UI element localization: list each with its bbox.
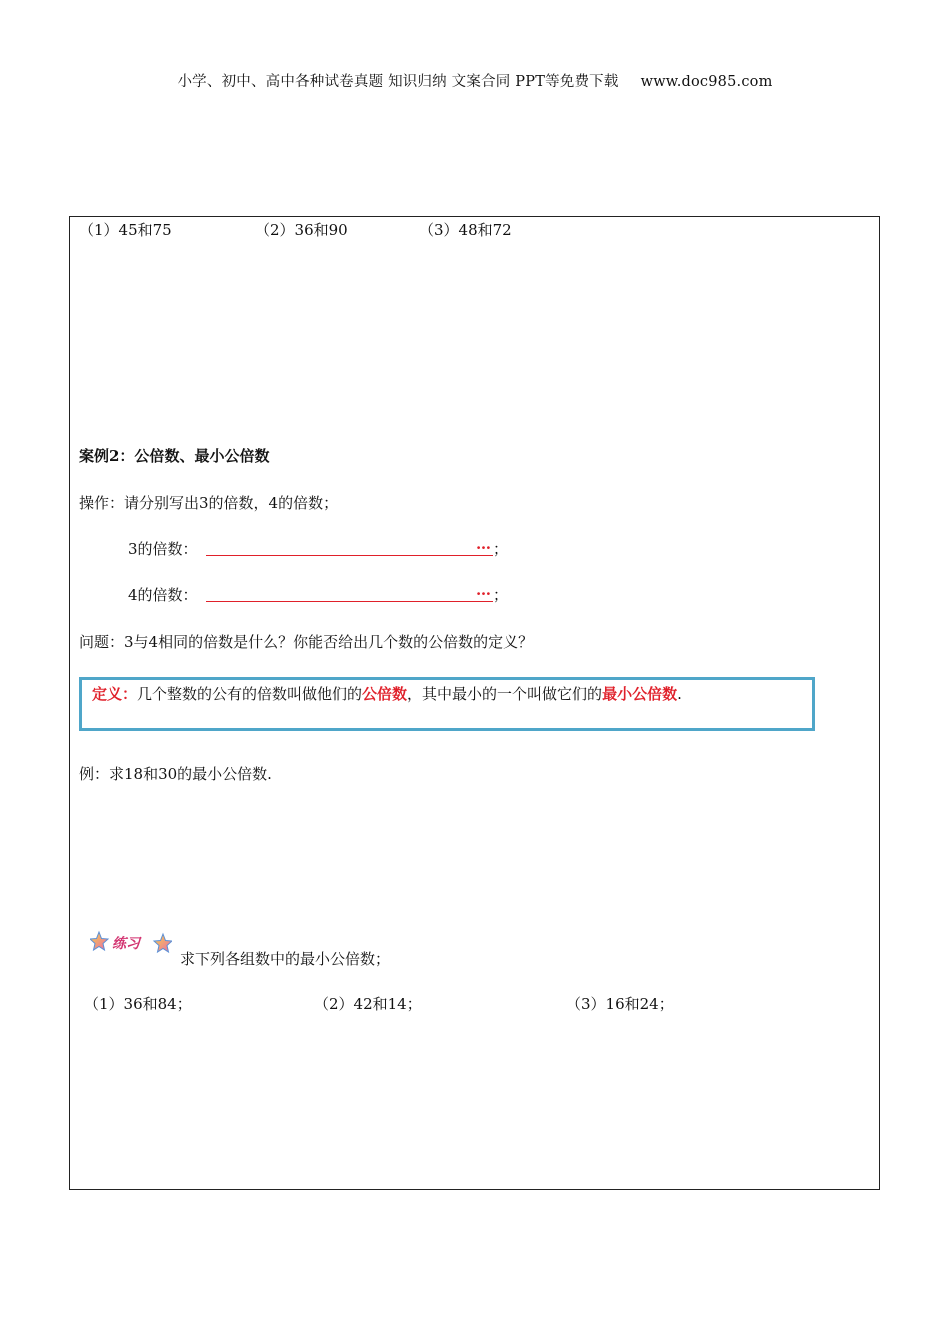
example-text: 例：求18和30的最小公倍数. [79,765,272,783]
multiples-3-blank[interactable] [206,555,493,556]
page-header [0,70,950,91]
practice-problem-3: （3）16和24； [566,995,674,1013]
practice-badge-label: 练习 [112,936,140,952]
star-left-icon [90,932,108,950]
top-problem-3: （3）48和72 [419,221,512,239]
practice-problem-1: （1）36和84； [84,995,192,1013]
top-problem-1: （1）45和75 [79,221,172,239]
top-problem-2: （2）36和90 [255,221,348,239]
multiples-3-ellipsis: … [476,535,491,553]
case2-title: 案例2：公倍数、最小公倍数 [79,447,270,465]
practice-badge-icon [90,930,172,956]
definition-text1: 几个整数的公有的倍数叫做他们的 [137,685,363,703]
definition-end: . [677,685,682,703]
header-url[interactable]: www.doc985.com [640,74,773,90]
practice-problem-2: （2）42和14； [314,995,422,1013]
definition-label: 定义： [92,685,138,703]
star-right-icon [154,934,172,952]
multiples-4-label: 4的倍数： [128,586,198,604]
multiples-4-blank[interactable] [206,601,493,602]
definition-term-lcm: 最小公倍数 [602,685,678,703]
case2-question: 问题：3与4相同的倍数是什么？你能否给出几个数的公倍数的定义？ [79,633,534,651]
practice-instruction: 求下列各组数中的最小公倍数； [180,950,391,968]
multiples-4-end: ； [493,586,509,604]
case2-operation: 操作：请分别写出3的倍数，4的倍数； [79,494,339,512]
multiples-3-label: 3的倍数： [128,540,198,558]
multiples-3-end: ； [493,540,509,558]
definition-text [92,683,682,704]
definition-text2: ，其中最小的一个叫做它们的 [407,685,603,703]
definition-term-common-multiple: 公倍数 [362,685,408,703]
header-title: 小学、初中、高中各种试卷真题 知识归纳 文案合同 PPT等免费下载 [177,74,619,90]
multiples-4-ellipsis: … [476,581,491,599]
